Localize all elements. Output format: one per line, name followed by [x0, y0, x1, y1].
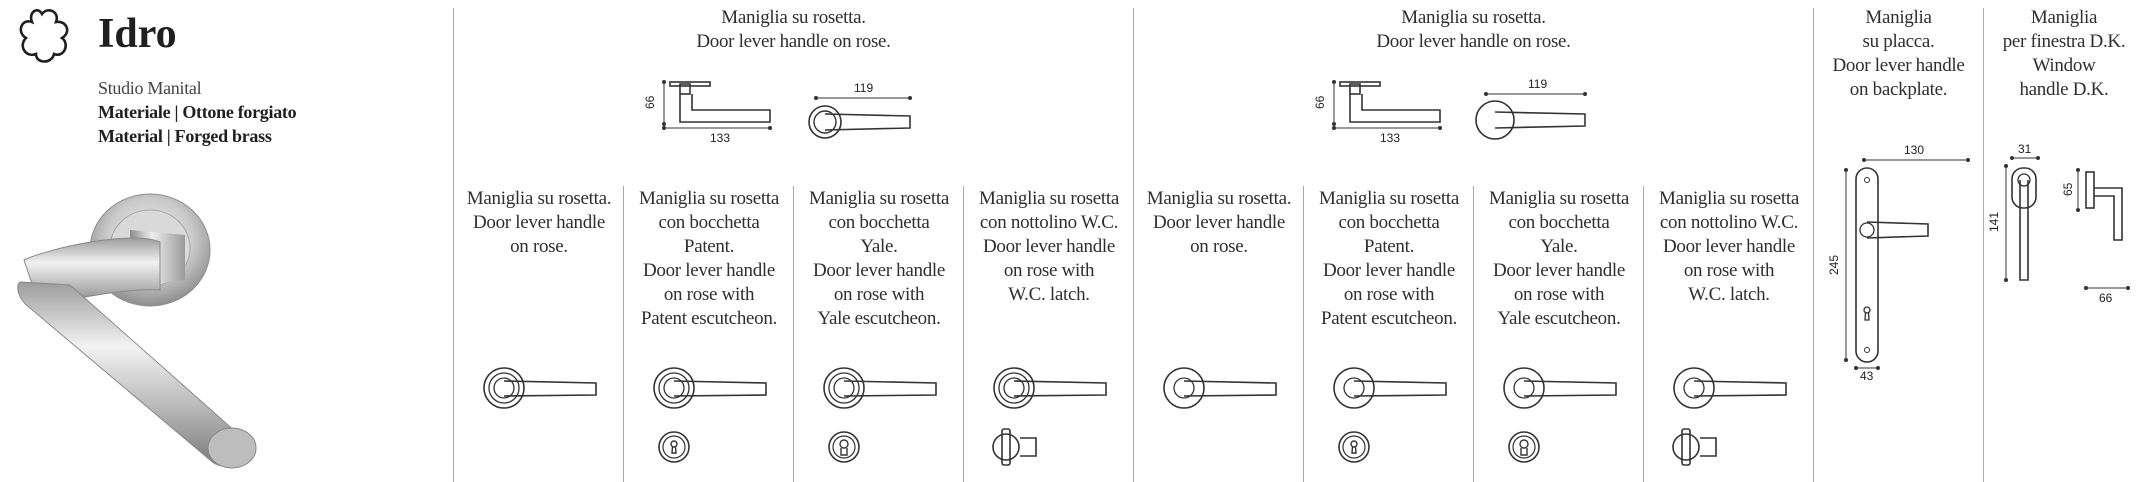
variant-description: Maniglia su rosetta con bocchetta Yale. Door lever handle on rose with Yale escutcheon.: [809, 188, 949, 329]
dim-plate-width: 43: [1860, 369, 1874, 383]
dim-rose-length: 119: [1528, 77, 1548, 91]
dimension-drawing: [640, 74, 920, 164]
material-italian: Materiale | Ottone forgiato: [98, 102, 297, 122]
dim-window-top: 31: [2018, 142, 2032, 156]
yale-escutcheon-icon: [1509, 432, 1539, 462]
variant-description: Maniglia su rosetta con bocchetta Yale. Door lever handle on rose with Yale escutcheon.: [1489, 188, 1629, 329]
dimension-drawing: [1310, 74, 1590, 164]
flower-logo-icon: [14, 8, 70, 64]
group-header-italian: Maniglia su rosetta.: [1401, 7, 1546, 28]
rose-handle-icon: [484, 368, 596, 408]
variant-description: Maniglia su rosetta. Door lever handle on rose.: [466, 188, 612, 257]
variant-description: Maniglia su rosetta. Door lever handle on rose.: [1146, 188, 1292, 257]
variant-description: Maniglia su rosetta con bocchetta Patent. Door lever handle on rose with Patent escutcheon.: [1319, 188, 1459, 329]
dim-width: 130: [1904, 143, 1925, 157]
patent-escutcheon-icon: [659, 432, 689, 462]
designer-name: Studio Manital: [98, 78, 202, 98]
backplate-description: Maniglia su placca. Door lever handle on backplate.: [1832, 7, 1965, 100]
wc-latch-icon: [993, 429, 1036, 465]
dim-window-side: 65: [2061, 182, 2075, 196]
patent-escutcheon-icon: [1339, 432, 1369, 462]
product-photo: [10, 190, 310, 470]
wc-latch-icon: [1673, 429, 1716, 465]
variant-description: Maniglia su rosetta con nottolino W.C. Door lever handle on rose with W.C. latch.: [979, 188, 1119, 305]
group-header: [1134, 6, 1813, 54]
dim-plate-height: 245: [1827, 254, 1841, 275]
group-header-english: Door lever handle on rose.: [696, 31, 891, 52]
brand-details: [98, 76, 296, 148]
dim-length: 133: [1380, 131, 1401, 145]
group-header-italian: Maniglia su rosetta.: [721, 7, 866, 28]
dim-rose-length: 119: [854, 81, 874, 95]
group-header-english: Door lever handle on rose.: [1376, 31, 1571, 52]
dim-window-height: 141: [1987, 211, 2001, 232]
rose-handle-icon: [1164, 368, 1276, 408]
variant-description: Maniglia su rosetta con nottolino W.C. Door lever handle on rose with W.C. latch.: [1659, 188, 1799, 305]
window-description: Maniglia per finestra D.K. Window handle D.K.: [2002, 7, 2126, 100]
dim-length: 133: [710, 131, 731, 145]
rose-handle-icon: [1334, 368, 1446, 408]
rose-handle-icon: [1504, 368, 1616, 408]
rose-handle-icon: [654, 368, 766, 408]
variant-icons: [454, 360, 1814, 480]
dim-window-length: 66: [2099, 291, 2113, 305]
variant-description: Maniglia su rosetta con bocchetta Patent. Door lever handle on rose with Patent escutcheon.: [639, 188, 779, 329]
backplate-drawing: [1818, 140, 1982, 383]
dim-height: 66: [643, 95, 657, 109]
yale-escutcheon-icon: [829, 432, 859, 462]
group-header: [454, 6, 1133, 54]
rose-handle-icon: [1674, 368, 1786, 408]
product-name: Idro: [98, 11, 177, 57]
dim-height: 66: [1313, 95, 1327, 109]
rose-handle-icon: [824, 368, 936, 408]
material-english: Material | Forged brass: [98, 126, 272, 146]
window-handle-drawing: [1987, 140, 2140, 310]
rose-handle-icon: [994, 368, 1106, 408]
